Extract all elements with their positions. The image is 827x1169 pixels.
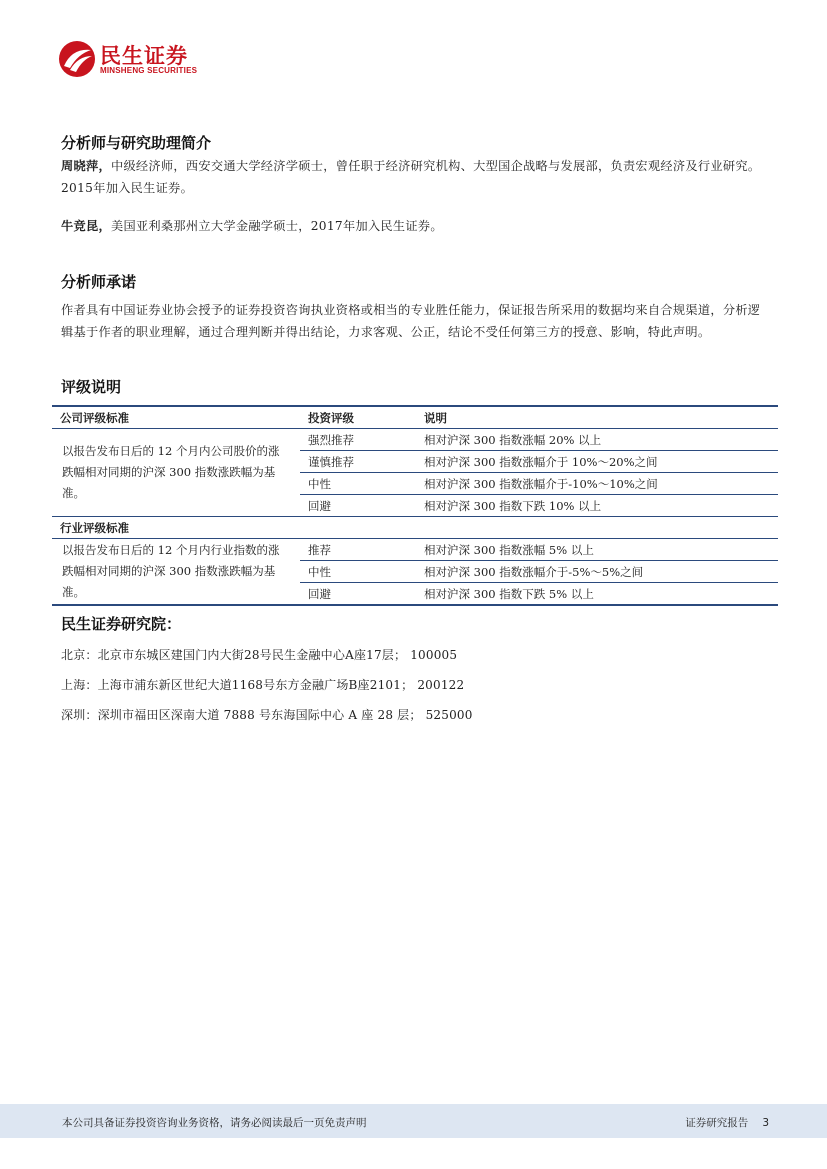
- note-cell: 相对沪深 300 指数涨幅介于 10%～20%之间: [416, 451, 778, 473]
- page-footer: [0, 1104, 827, 1138]
- footer-report-type: 证券研究报告: [685, 1117, 749, 1129]
- address-shenzhen: 深圳：深圳市福田区深南大道 7888 号东海国际中心 A 座 28 层； 525000: [61, 708, 473, 722]
- analyst1-name: 周晓萍，: [61, 159, 111, 173]
- company-criteria-desc: 以报告发布日后的 12 个月内公司股价的涨跌幅相对同期的沪深 300 指数涨跌幅为基准。: [52, 429, 300, 517]
- company-logo: [58, 38, 218, 80]
- page-number: 3: [762, 1117, 769, 1129]
- grade-cell: 谨慎推荐: [300, 451, 416, 473]
- note-cell: 相对沪深 300 指数涨幅介于-10%～10%之间: [416, 473, 778, 495]
- industry-standard-label: 行业评级标准: [52, 517, 300, 539]
- institute-heading: 民生证券研究院：: [61, 615, 182, 633]
- logo-text-cn: 民生证券: [100, 44, 188, 68]
- logo-text-en: MINSHENG SECURITIES: [100, 66, 198, 75]
- table-row: [52, 429, 778, 451]
- note-cell: 相对沪深 300 指数下跌 10% 以上: [416, 495, 778, 517]
- note-cell: 相对沪深 300 指数涨幅介于-5%～5%之间: [416, 561, 778, 583]
- grade-cell: 推荐: [300, 539, 416, 561]
- note-cell: 相对沪深 300 指数涨幅 5% 以上: [416, 539, 778, 561]
- table-row: [52, 539, 778, 561]
- commitment-heading: 分析师承诺: [61, 273, 137, 291]
- col-note: 说明: [416, 406, 778, 429]
- analyst-intro-heading: 分析师与研究助理简介: [61, 134, 212, 152]
- address-beijing: 北京：北京市东城区建国门内大街28号民生金融中心A座17层； 100005: [61, 648, 458, 662]
- analyst1-bio: 中级经济师，西安交通大学经济学硕士，曾任职于经济研究机构、大型国企战略与发展部，负责宏观经济及行业研究。2015年加入民生证券。: [61, 159, 761, 195]
- rating-table: [52, 405, 778, 606]
- analyst1-paragraph: [61, 155, 769, 199]
- col-company-standard: 公司评级标准: [52, 406, 300, 429]
- analyst2-paragraph: [61, 215, 769, 237]
- grade-cell: 中性: [300, 473, 416, 495]
- col-grade: 投资评级: [300, 406, 416, 429]
- analyst2-name: 牛竞昆，: [61, 219, 111, 233]
- grade-cell: 中性: [300, 561, 416, 583]
- grade-cell: 强烈推荐: [300, 429, 416, 451]
- footer-right: [671, 1115, 769, 1130]
- footer-disclaimer: 本公司具备证券投资咨询业务资格，请务必阅读最后一页免责声明: [62, 1117, 367, 1129]
- industry-criteria-desc: 以报告发布日后的 12 个月内行业指数的涨跌幅相对同期的沪深 300 指数涨跌幅为基准。: [52, 539, 300, 606]
- minsheng-logo-icon: [58, 40, 96, 78]
- grade-cell: 回避: [300, 495, 416, 517]
- grade-cell: 回避: [300, 583, 416, 606]
- commitment-paragraph: 作者具有中国证券业协会授予的证券投资咨询执业资格或相当的专业胜任能力，保证报告所采用的数据均来自合规渠道，分析逻辑基于作者的职业理解，通过合理判断并得出结论，力求客观、公正，结论不受任何第三方的授意、影响，特此声明。: [61, 303, 761, 339]
- note-cell: 相对沪深 300 指数下跌 5% 以上: [416, 583, 778, 606]
- industry-section-header: [52, 517, 778, 539]
- rating-table-header: [52, 406, 778, 429]
- address-shanghai: 上海：上海市浦东新区世纪大道1168号东方金融广场B座2101； 200122: [61, 678, 465, 692]
- note-cell: 相对沪深 300 指数涨幅 20% 以上: [416, 429, 778, 451]
- rating-heading: 评级说明: [61, 378, 122, 396]
- analyst2-bio: 美国亚利桑那州立大学金融学硕士，2017年加入民生证券。: [110, 219, 443, 233]
